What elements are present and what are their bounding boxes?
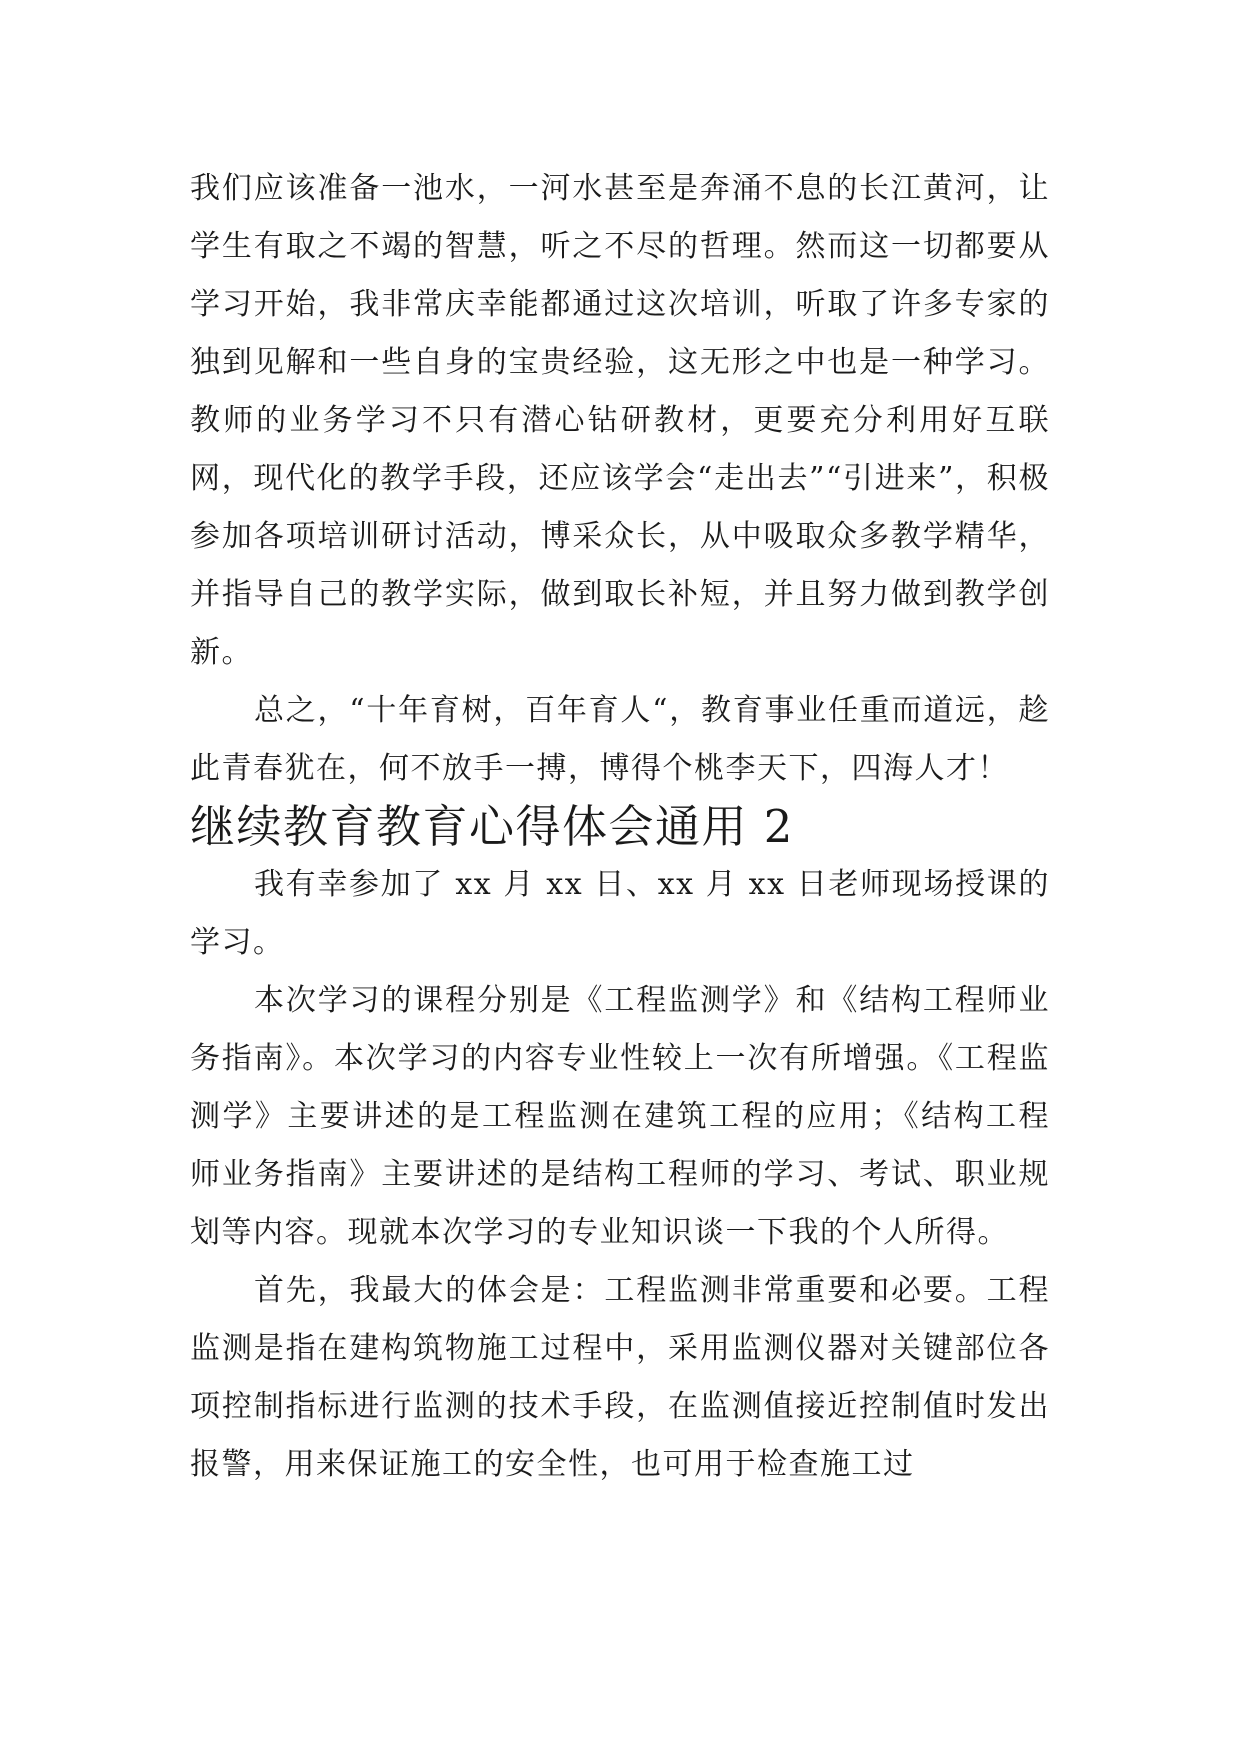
paragraph-2: 总之，“十年育树，百年育人“，教育事业任重而道远，趁此青春犹在，何不放手一搏，博得个桃李天下，四海人才！	[190, 693, 1050, 786]
paragraph-1: 我们应该准备一池水，一河水甚至是奔涌不息的长江黄河，让学生有取之不竭的智慧，听之不尽的哲理。然而这一切都要从学习开始，我非常庆幸能都通过这次培训，听取了许多专家的独到见解和一些自身的宝贵经验，这无形之中也是一种学习。教师的业务学习不只有潜心钻研教材，更要充分利用好互联网，现代化的教学手段，还应该学会“走出去”“引进来”，积极参加各项培训研讨活动，博采众长，从中吸取众多教学精华，并指导自己的教学实际，做到取长补短，并且努力做到教学创新。	[190, 171, 1050, 670]
section-heading: 继续教育教育心得体会通用 2	[190, 800, 794, 853]
paragraph-5: 首先，我最大的体会是：工程监测非常重要和必要。工程监测是指在建构筑物施工过程中，采用监测仪器对关键部位各项控制指标进行监测的技术手段，在监测值接近控制值时发出报警，用来保证施工的安全性，也可用于检查施工过	[190, 1273, 1050, 1482]
paragraph-4: 本次学习的课程分别是《工程监测学》和《结构工程师业务指南》。本次学习的内容专业性较上一次有所增强。《工程监测学》主要讲述的是工程监测在建筑工程的应用；《结构工程师业务指南》主要讲述的是结构工程师的学习、考试、职业规划等内容。现就本次学习的专业知识谈一下我的个人所得。	[190, 983, 1050, 1250]
document-body	[190, 160, 1050, 1494]
paragraph-3: 我有幸参加了 xx 月 xx 日、xx 月 xx 日老师现场授课的学习。	[190, 867, 1050, 960]
